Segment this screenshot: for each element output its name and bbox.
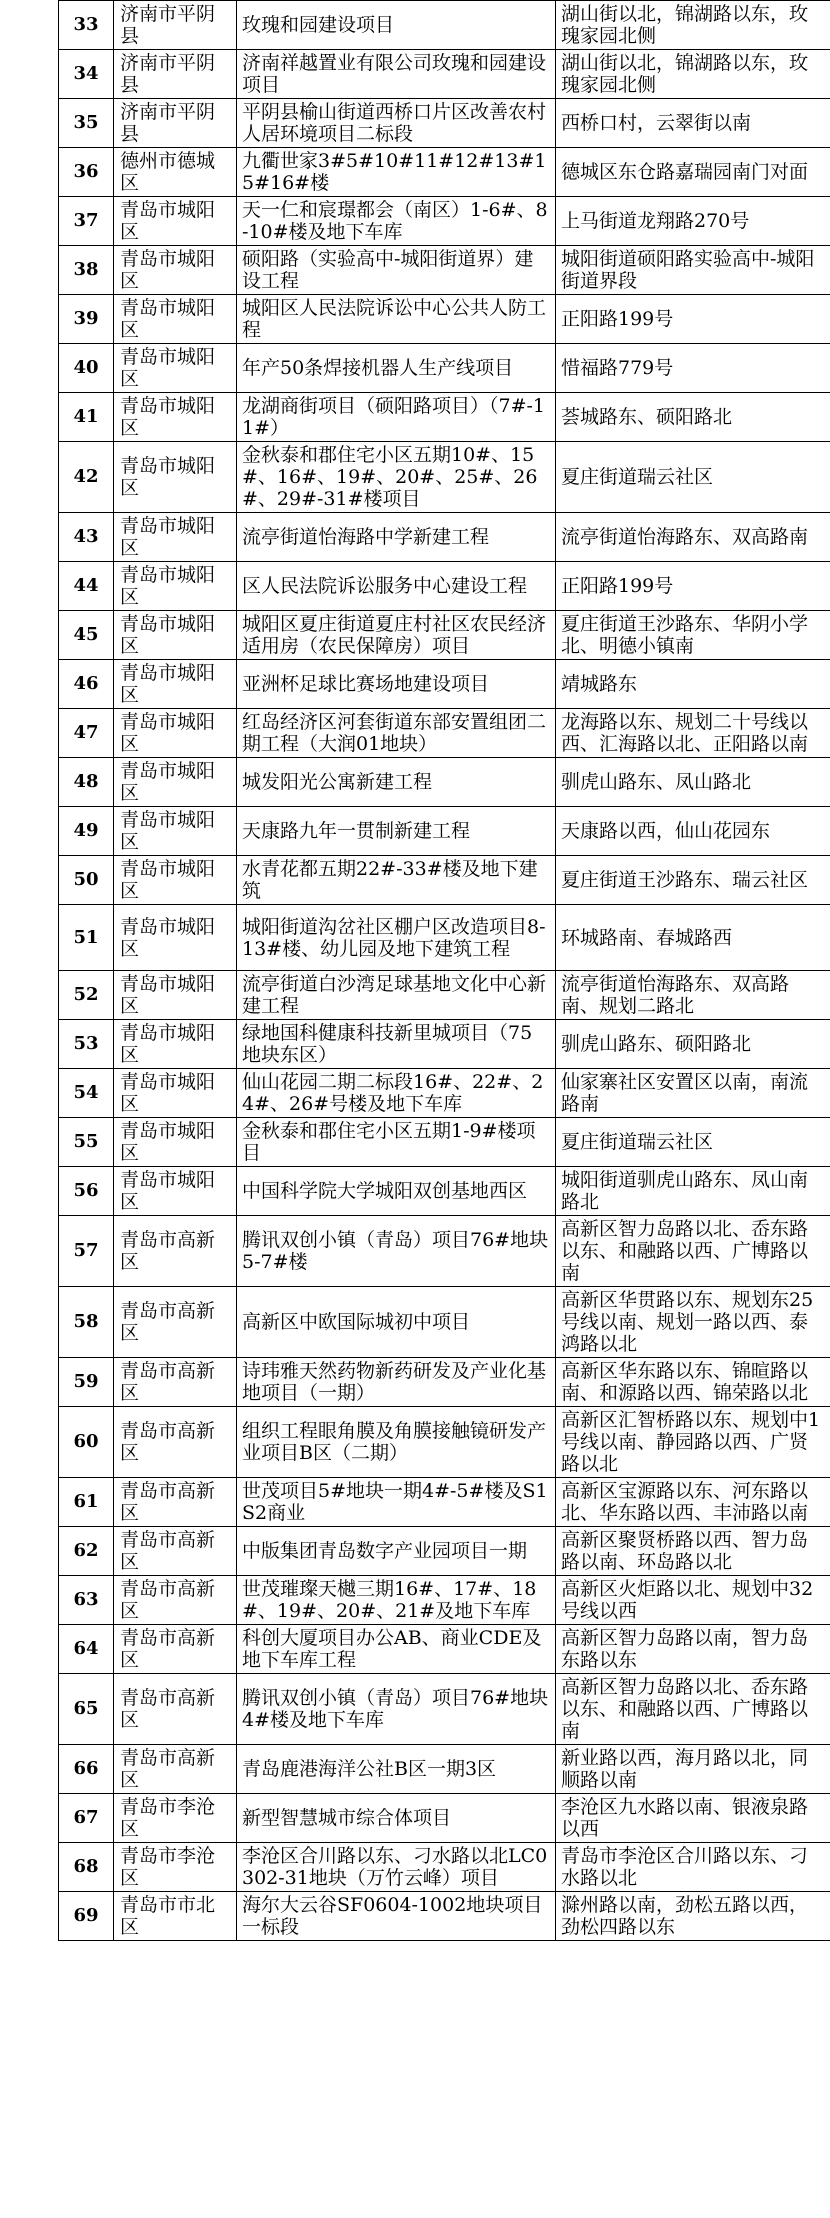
- row-area: 济南市平阴县: [114, 50, 237, 99]
- table-row: [59, 1069, 830, 1118]
- row-number: 38: [59, 246, 114, 295]
- row-number: 62: [59, 1527, 114, 1576]
- row-number: 64: [59, 1625, 114, 1674]
- row-number: 42: [59, 442, 114, 513]
- row-location: 驯虎山路东、凤山路北: [556, 758, 830, 807]
- row-location: 环城路南、春城路西: [556, 905, 830, 971]
- row-project-name: 城阳街道沟岔社区棚户区改造项目8-13#楼、幼儿园及地下建筑工程: [237, 905, 556, 971]
- table-row: [59, 1625, 830, 1674]
- row-area: 青岛市高新区: [114, 1625, 237, 1674]
- row-number: 43: [59, 513, 114, 562]
- row-location: 高新区智力岛路以北、岙东路以东、和融路以西、广博路以南: [556, 1216, 830, 1287]
- row-location: 靖城路东: [556, 660, 830, 709]
- row-area: 青岛市高新区: [114, 1407, 237, 1478]
- project-table: [58, 0, 830, 1941]
- row-location: 仙家寨社区安置区以南，南流路南: [556, 1069, 830, 1118]
- row-area: 青岛市城阳区: [114, 246, 237, 295]
- row-area: 青岛市高新区: [114, 1527, 237, 1576]
- table-row: [59, 1576, 830, 1625]
- row-project-name: 红岛经济区河套街道东部安置组团二期工程（大润01地块）: [237, 709, 556, 758]
- row-location: 夏庄街道瑞云社区: [556, 1118, 830, 1167]
- row-number: 56: [59, 1167, 114, 1216]
- row-area: 青岛市城阳区: [114, 295, 237, 344]
- row-location: 李沧区九水路以南、银液泉路以西: [556, 1794, 830, 1843]
- row-number: 47: [59, 709, 114, 758]
- row-location: 湖山街以北，锦湖路以东，玫瑰家园北侧: [556, 50, 830, 99]
- row-number: 54: [59, 1069, 114, 1118]
- row-number: 36: [59, 148, 114, 197]
- table-row: [59, 1287, 830, 1358]
- row-location: 城阳街道驯虎山路东、凤山南路北: [556, 1167, 830, 1216]
- table-row: [59, 1118, 830, 1167]
- table-row: [59, 148, 830, 197]
- row-number: 59: [59, 1358, 114, 1407]
- row-number: 67: [59, 1794, 114, 1843]
- row-area: 青岛市高新区: [114, 1745, 237, 1794]
- row-location: 高新区汇智桥路以东、规划中1号线以南、静园路以西、广贤路以北: [556, 1407, 830, 1478]
- row-number: 41: [59, 393, 114, 442]
- row-project-name: 亚洲杯足球比赛场地建设项目: [237, 660, 556, 709]
- table-row: [59, 1892, 830, 1941]
- row-area: 青岛市李沧区: [114, 1794, 237, 1843]
- row-number: 57: [59, 1216, 114, 1287]
- row-area: 青岛市高新区: [114, 1216, 237, 1287]
- row-number: 60: [59, 1407, 114, 1478]
- row-area: 青岛市城阳区: [114, 1069, 237, 1118]
- row-area: 青岛市城阳区: [114, 562, 237, 611]
- table-row: [59, 442, 830, 513]
- row-area: 青岛市城阳区: [114, 344, 237, 393]
- row-number: 58: [59, 1287, 114, 1358]
- row-project-name: 金秋泰和郡住宅小区五期1-9#楼项目: [237, 1118, 556, 1167]
- row-area: 青岛市李沧区: [114, 1843, 237, 1892]
- row-area: 青岛市市北区: [114, 1892, 237, 1941]
- row-location: 新业路以西，海月路以北，同顺路以南: [556, 1745, 830, 1794]
- row-number: 55: [59, 1118, 114, 1167]
- row-project-name: 金秋泰和郡住宅小区五期10#、15#、16#、19#、20#、25#、26#、29#-31#楼项目: [237, 442, 556, 513]
- row-area: 青岛市城阳区: [114, 442, 237, 513]
- table-row: [59, 562, 830, 611]
- row-area: 青岛市城阳区: [114, 971, 237, 1020]
- row-area: 青岛市城阳区: [114, 660, 237, 709]
- row-area: 青岛市城阳区: [114, 807, 237, 856]
- table-row: [59, 905, 830, 971]
- row-project-name: 区人民法院诉讼服务中心建设工程: [237, 562, 556, 611]
- row-area: 青岛市城阳区: [114, 513, 237, 562]
- row-project-name: 硕阳路（实验高中-城阳街道界）建设工程: [237, 246, 556, 295]
- row-number: 53: [59, 1020, 114, 1069]
- row-project-name: 青岛鹿港海洋公社B区一期3区: [237, 1745, 556, 1794]
- table-row: [59, 1527, 830, 1576]
- row-number: 51: [59, 905, 114, 971]
- row-project-name: 城发阳光公寓新建工程: [237, 758, 556, 807]
- table-row: [59, 99, 830, 148]
- table-row: [59, 1358, 830, 1407]
- table-row: [59, 1, 830, 50]
- row-area: 青岛市城阳区: [114, 1167, 237, 1216]
- row-project-name: 仙山花园二期二标段16#、22#、24#、26#号楼及地下车库: [237, 1069, 556, 1118]
- row-location: 流亭街道怡海路东、双高路南、规划二路北: [556, 971, 830, 1020]
- row-location: 夏庄街道王沙路东、瑞云社区: [556, 856, 830, 905]
- row-project-name: 玫瑰和园建设项目: [237, 1, 556, 50]
- row-project-name: 济南祥越置业有限公司玫瑰和园建设项目: [237, 50, 556, 99]
- table-row: [59, 807, 830, 856]
- row-number: 68: [59, 1843, 114, 1892]
- table-row: [59, 246, 830, 295]
- row-number: 37: [59, 197, 114, 246]
- table-row: [59, 1674, 830, 1745]
- row-location: 驯虎山路东、硕阳路北: [556, 1020, 830, 1069]
- row-number: 35: [59, 99, 114, 148]
- row-location: 城阳街道硕阳路实验高中-城阳街道界段: [556, 246, 830, 295]
- row-number: 33: [59, 1, 114, 50]
- row-location: 滁州路以南，劲松五路以西，劲松四路以东: [556, 1892, 830, 1941]
- row-location: 荟城路东、硕阳路北: [556, 393, 830, 442]
- row-project-name: 诗玮雅天然药物新药研发及产业化基地项目（一期）: [237, 1358, 556, 1407]
- row-number: 65: [59, 1674, 114, 1745]
- row-location: 高新区智力岛路以南，智力岛东路以东: [556, 1625, 830, 1674]
- row-location: 流亭街道怡海路东、双高路南: [556, 513, 830, 562]
- row-area: 济南市平阴县: [114, 99, 237, 148]
- row-location: 德城区东仓路嘉瑞园南门对面: [556, 148, 830, 197]
- row-number: 66: [59, 1745, 114, 1794]
- row-area: 青岛市城阳区: [114, 611, 237, 660]
- row-project-name: 年产50条焊接机器人生产线项目: [237, 344, 556, 393]
- table-row: [59, 856, 830, 905]
- row-number: 45: [59, 611, 114, 660]
- table-row: [59, 1020, 830, 1069]
- table-row: [59, 1167, 830, 1216]
- table-row: [59, 611, 830, 660]
- row-project-name: 世茂项目5#地块一期4#-5#楼及S1S2商业: [237, 1478, 556, 1527]
- row-location: 天康路以西，仙山花园东: [556, 807, 830, 856]
- table-row: [59, 709, 830, 758]
- row-area: 青岛市城阳区: [114, 393, 237, 442]
- row-project-name: 腾讯双创小镇（青岛）项目76#地块5-7#楼: [237, 1216, 556, 1287]
- row-area: 青岛市高新区: [114, 1674, 237, 1745]
- row-area: 青岛市高新区: [114, 1358, 237, 1407]
- table-row: [59, 344, 830, 393]
- row-area: 青岛市城阳区: [114, 758, 237, 807]
- row-project-name: 中国科学院大学城阳双创基地西区: [237, 1167, 556, 1216]
- row-area: 青岛市城阳区: [114, 197, 237, 246]
- row-project-name: 流亭街道白沙湾足球基地文化中心新建工程: [237, 971, 556, 1020]
- row-project-name: 绿地国科健康科技新里城项目（75地块东区）: [237, 1020, 556, 1069]
- table-row: [59, 1843, 830, 1892]
- table-row: [59, 393, 830, 442]
- row-project-name: 科创大厦项目办公AB、商业CDE及地下车库工程: [237, 1625, 556, 1674]
- row-area: 青岛市城阳区: [114, 709, 237, 758]
- row-area: 青岛市高新区: [114, 1576, 237, 1625]
- row-number: 69: [59, 1892, 114, 1941]
- row-number: 44: [59, 562, 114, 611]
- table-row: [59, 1794, 830, 1843]
- row-location: 上马街道龙翔路270号: [556, 197, 830, 246]
- row-project-name: 高新区中欧国际城初中项目: [237, 1287, 556, 1358]
- row-area: 青岛市城阳区: [114, 1020, 237, 1069]
- row-location: 正阳路199号: [556, 562, 830, 611]
- row-area: 济南市平阴县: [114, 1, 237, 50]
- table-row: [59, 513, 830, 562]
- row-project-name: 九衢世家3#5#10#11#12#13#15#16#楼: [237, 148, 556, 197]
- row-location: 青岛市李沧区合川路以东、刁水路以北: [556, 1843, 830, 1892]
- row-project-name: 李沧区合川路以东、刁水路以北LC0302-31地块（万竹云峰）项目: [237, 1843, 556, 1892]
- row-project-name: 新型智慧城市综合体项目: [237, 1794, 556, 1843]
- row-project-name: 龙湖商街项目（硕阳路项目）（7#-11#）: [237, 393, 556, 442]
- row-area: 青岛市城阳区: [114, 856, 237, 905]
- row-number: 63: [59, 1576, 114, 1625]
- row-project-name: 世茂璀璨天樾三期16#、17#、18#、19#、20#、21#及地下车库: [237, 1576, 556, 1625]
- table-row: [59, 1478, 830, 1527]
- row-number: 40: [59, 344, 114, 393]
- table-row: [59, 197, 830, 246]
- project-table-body: [59, 1, 830, 1941]
- row-location: 高新区火炬路以北、规划中32号线以西: [556, 1576, 830, 1625]
- row-project-name: 中版集团青岛数字产业园项目一期: [237, 1527, 556, 1576]
- row-project-name: 天一仁和宸璟都会（南区）1-6#、8-10#楼及地下车库: [237, 197, 556, 246]
- row-area: 青岛市城阳区: [114, 905, 237, 971]
- row-project-name: 流亭街道怡海路中学新建工程: [237, 513, 556, 562]
- row-project-name: 天康路九年一贯制新建工程: [237, 807, 556, 856]
- row-number: 34: [59, 50, 114, 99]
- row-project-name: 平阴县榆山街道西桥口片区改善农村人居环境项目二标段: [237, 99, 556, 148]
- row-location: 高新区聚贤桥路以西、智力岛路以南、环岛路以北: [556, 1527, 830, 1576]
- table-row: [59, 295, 830, 344]
- row-location: 高新区宝源路以东、河东路以北、华东路以西、丰沛路以南: [556, 1478, 830, 1527]
- table-row: [59, 1216, 830, 1287]
- table-row: [59, 758, 830, 807]
- table-row: [59, 50, 830, 99]
- row-number: 46: [59, 660, 114, 709]
- row-number: 61: [59, 1478, 114, 1527]
- row-project-name: 海尔大云谷SF0604-1002地块项目一标段: [237, 1892, 556, 1941]
- row-location: 西桥口村，云翠街以南: [556, 99, 830, 148]
- row-number: 49: [59, 807, 114, 856]
- row-location: 惜福路779号: [556, 344, 830, 393]
- row-number: 39: [59, 295, 114, 344]
- row-project-name: 水青花都五期22#-33#楼及地下建筑: [237, 856, 556, 905]
- row-location: 夏庄街道瑞云社区: [556, 442, 830, 513]
- row-location: 高新区智力岛路以北、岙东路以东、和融路以西、广博路以南: [556, 1674, 830, 1745]
- row-project-name: 城阳区夏庄街道夏庄村社区农民经济适用房（农民保障房）项目: [237, 611, 556, 660]
- row-project-name: 腾讯双创小镇（青岛）项目76#地块4#楼及地下车库: [237, 1674, 556, 1745]
- row-project-name: 城阳区人民法院诉讼中心公共人防工程: [237, 295, 556, 344]
- row-location: 高新区华贯路以东、规划东25号线以南、规划一路以西、泰鸿路以北: [556, 1287, 830, 1358]
- row-area: 德州市德城区: [114, 148, 237, 197]
- row-number: 52: [59, 971, 114, 1020]
- row-location: 高新区华东路以东、锦暄路以南、和源路以西、锦荣路以北: [556, 1358, 830, 1407]
- row-number: 50: [59, 856, 114, 905]
- table-row: [59, 660, 830, 709]
- row-number: 48: [59, 758, 114, 807]
- row-location: 夏庄街道王沙路东、华阴小学北、明德小镇南: [556, 611, 830, 660]
- row-location: 正阳路199号: [556, 295, 830, 344]
- row-area: 青岛市高新区: [114, 1287, 237, 1358]
- table-row: [59, 971, 830, 1020]
- row-project-name: 组织工程眼角膜及角膜接触镜研发产业项目B区（二期）: [237, 1407, 556, 1478]
- row-location: 龙海路以东、规划二十号线以西、汇海路以北、正阳路以南: [556, 709, 830, 758]
- row-location: 湖山街以北，锦湖路以东，玫瑰家园北侧: [556, 1, 830, 50]
- row-area: 青岛市城阳区: [114, 1118, 237, 1167]
- table-row: [59, 1407, 830, 1478]
- table-row: [59, 1745, 830, 1794]
- row-area: 青岛市高新区: [114, 1478, 237, 1527]
